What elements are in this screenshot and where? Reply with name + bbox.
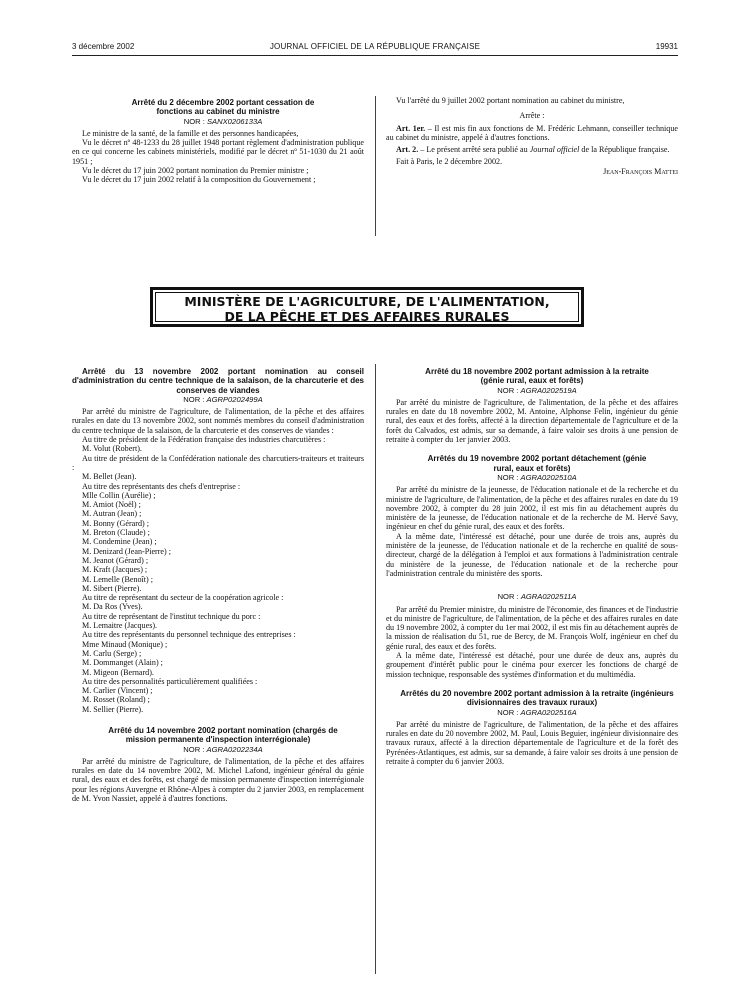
paragraph: Vu le décret nº 48-1233 du 28 juillet 1948 portant règlement d'administration publique en ce qui concerne les cabinets ministériels, modifié par le décret nº 51-1030 du 21 août 1951 ;: [72, 138, 364, 166]
paragraph: A la même date, l'intéressé est détaché, pour une durée de trois ans, auprès du ministère de la jeunesse, de l'éducation nationale et de la recherche en qualité de sous-directeur, chargé de la délégation à l'emploi et aux formations à l'administration centrale du ministère de la jeunesse, de l'éducation nationale et de la recherche pour l'administration centrale du ministère des sports.: [386, 531, 678, 578]
member-line: M. Denizard (Jean-Pierre) ;: [82, 546, 171, 556]
nor-reference: [386, 386, 678, 395]
article-title: Arrêté du 14 novembre 2002 portant nomination (chargés de mission permanente d'inspection interrégionale): [108, 725, 338, 745]
nor-code: AGRP0202499A: [206, 394, 263, 404]
member-line: M. Carlier (Vincent) ;: [82, 686, 153, 696]
article-title: Arrêtés du 19 novembre 2002 portant détachement (génie rural, eaux et forêts): [427, 454, 647, 473]
member-line: M. Condemine (Jean) ;: [82, 537, 157, 547]
nor-reference: [386, 708, 678, 717]
signature: Jean-François Mattei: [603, 166, 678, 176]
paragraph: Vu l'arrêté du 9 juillet 2002 portant nomination au cabinet du ministre,: [396, 96, 625, 105]
paragraph: Par arrêté du ministre de l'agriculture, de l'alimentation, de la pêche et des affaires rurales en date du 13 novembre 2002, sont nommés membres du conseil d'administration du centre technique de la salaison, de la charcuterie et des conserves de viandes :: [72, 407, 364, 435]
nor-reference: [386, 473, 678, 482]
member-line: M. Migeon (Bernard).: [82, 667, 154, 677]
paragraph: Au titre de président de la Confédération nationale des charcutiers-traiteurs et traiteurs :: [72, 453, 364, 472]
nor-reference: [72, 745, 364, 754]
member-line: M. Bellet (Jean).: [82, 472, 137, 482]
ministry-line-1: MINISTÈRE DE L'AGRICULTURE, DE L'ALIMENTATION,: [184, 294, 550, 309]
top-left-column: [72, 98, 364, 185]
nor-code: AGRA0202519A: [520, 385, 577, 395]
member-line: M. Sibert (Pierre).: [82, 583, 142, 593]
journal-officiel-italic: Journal officiel: [529, 145, 580, 155]
member-line: M. Lemelle (Benoît) ;: [82, 574, 154, 584]
article-title: Arrêté du 2 décembre 2002 portant cessation de fonctions au cabinet du ministre: [131, 98, 315, 117]
paragraph: Au titre des représentants du personnel technique des entreprises :: [82, 630, 296, 640]
paragraph: Au titre des représentants des chefs d'entreprise :: [82, 481, 241, 491]
top-right-column: [386, 96, 678, 176]
journal-title: JOURNAL OFFICIEL DE LA RÉPUBLIQUE FRANÇAISE: [269, 42, 481, 51]
member-line: M. Kraft (Jacques) ;: [82, 565, 148, 575]
nor-code: AGRA0202511A: [520, 592, 577, 602]
article-2: [386, 145, 678, 154]
nor-code: SANX0206133A: [206, 116, 263, 126]
page-number: 19931: [655, 42, 678, 51]
paragraph: Au titre de représentant du secteur de la coopération agricole :: [82, 593, 284, 603]
member-line: M. Carlu (Serge) ;: [82, 648, 142, 658]
nor-reference: [386, 592, 678, 601]
left-column: [72, 367, 364, 803]
header-rule: [72, 55, 678, 56]
paragraph: A la même date, l'intéressé est détaché, pour une durée de deux ans, auprès du groupement d'intérêt public pour le cinéma pour exercer les fonctions de chargé de mission technique, responsable des systèmes d'information et du multimédia.: [386, 651, 678, 679]
paragraph: Vu le décret du 17 juin 2002 portant nomination du Premier ministre ;: [82, 166, 309, 176]
nor-prefix: NOR :: [497, 472, 519, 482]
paragraph: Au titre des personnalités particulièrement qualifiées :: [82, 676, 258, 686]
article-1: [386, 124, 678, 143]
member-line: Mlle Collin (Aurélie) ;: [82, 490, 156, 500]
member-line: Mme Minaud (Monique) ;: [82, 639, 168, 649]
nor-code: AGRA0202234A: [206, 744, 263, 754]
nor-prefix: NOR :: [497, 707, 519, 717]
nor-prefix: NOR :: [183, 394, 205, 404]
article-2-text: – Le présent arrêté sera publié au: [418, 145, 530, 155]
member-line: M. Da Ros (Yves).: [82, 602, 143, 612]
arrete-label: Arrête :: [519, 111, 545, 121]
paragraph: Par arrêté du ministre de l'agriculture, de l'alimentation, de la pêche et des affaires rurales en date du 20 novembre 2002, M. Paul, Louis Beguier, ingénieur divisionnaire des travaux ruraux, affecté à la direction départementale de l'agriculture et de la forêt des Pyrénées-Atlantiques, est admis, sur sa demande, à faire valoir ses droits à une pension de retraite à compter du 6 janvier 2003.: [386, 719, 678, 766]
member-line: M. Rosset (Roland) ;: [82, 695, 150, 705]
article-1-text: – Il est mis fin aux fonctions de M. Frédéric Lehmann, conseiller technique au cabinet du ministre, appelé à d'autres fonctions.: [386, 123, 678, 142]
running-head: [72, 42, 678, 56]
member-line: M. Jeanot (Gérard) ;: [82, 555, 149, 565]
member-line: M. Breton (Claude) ;: [82, 528, 150, 538]
paragraph: Vu le décret du 17 juin 2002 relatif à la composition du Gouvernement ;: [82, 175, 316, 185]
header-date: 3 décembre 2002: [72, 42, 135, 51]
place-date: Fait à Paris, le 2 décembre 2002.: [396, 157, 503, 167]
member-line: M. Volut (Robert).: [82, 444, 142, 454]
member-line: M. Autran (Jean) ;: [82, 509, 142, 519]
paragraph: Par arrêté du Premier ministre, du ministre de l'économie, des finances et de l'industrie et du ministre de l'agriculture, de l'alimentation, de la pêche et des affaires rurales en date du 19 novembre 2002, à compter du 1er mai 2002, il est mis fin au détachement auprès de la mission de réalisation du 51, rue de Bercy, de M. François Wolf, ingénieur en chef du génie rural, des eaux et des forêts.: [386, 604, 678, 651]
article-title: Arrêté du 18 novembre 2002 portant admission à la retraite (génie rural, eaux et forêts): [425, 367, 649, 386]
paragraph: Par arrêté du ministre de la jeunesse, de l'éducation nationale et de la recherche et du ministre de l'agriculture, de l'alimentation, de la pêche et des affaires rurales en date du 19 novembre 2002, à compter du 28 juin 2002, il est mis fin au détachement auprès du ministère de la jeunesse, de l'éducation nationale et de la recherche de M. Hervé Savy, ingénieur en chef du génie rural, des eaux et des forêts.: [386, 485, 678, 532]
member-line: M. Dommanget (Alain) ;: [82, 658, 163, 668]
member-line: M. Lemaitre (Jacques).: [82, 621, 158, 631]
nor-prefix: NOR :: [183, 744, 205, 754]
paragraph: Par arrêté du ministre de l'agriculture, de l'alimentation, de la pêche et des affaires rurales en date du 18 novembre 2002, M. Antoine, Alphonse Felin, ingénieur du génie rural, des eaux et des forêts, affecté à la direction départementale de l'agriculture et de la forêt du Calvados, est admis, sur sa demande, à faire valoir ses droits à une pension de retraite à compter du 1er janvier 2003.: [386, 397, 678, 445]
nor-prefix: NOR :: [183, 116, 205, 126]
article-title: Arrêté du 13 novembre 2002 portant nomination au conseil d'administration du centre technique de la salaison, de la charcuterie et des conserves de viandes: [72, 367, 364, 395]
ministry-line-2: DE LA PÊCHE ET DES AFFAIRES RURALES: [224, 309, 510, 324]
paragraph: Par arrêté du ministre de l'agriculture, de l'alimentation, de la pêche et des affaires rurales en date du 14 novembre 2002, M. Michel Lafond, ingénieur général du génie rural, des eaux et des forêts, est chargé de mission permanente d'inspection interrégionale pour les régions Auvergne et Rhône-Alpes à compter du 2 janvier 2003, en remplacement de M. Yvon Nassiet, appelé à d'autres fonctions.: [72, 756, 364, 804]
member-line: M. Bonny (Gérard) ;: [82, 518, 149, 528]
member-line: M. Amiot (Noël) ;: [82, 500, 141, 510]
paragraph: Le ministre de la santé, de la famille et des personnes handicapées,: [82, 128, 299, 138]
member-line: M. Sellier (Pierre).: [82, 704, 144, 714]
paragraph: Au titre de représentant de l'institut technique du porc :: [82, 611, 261, 621]
nor-reference: [72, 395, 364, 404]
nor-prefix: NOR :: [497, 385, 519, 395]
nor-code: AGRA0202510A: [520, 472, 577, 482]
nor-code: AGRA0202516A: [520, 707, 577, 717]
column-divider-top: [375, 96, 376, 236]
article-2-label: Art. 2.: [396, 145, 419, 155]
right-column: [386, 367, 678, 766]
ministry-heading-box: [150, 287, 584, 327]
column-divider-main: [375, 364, 376, 974]
nor-reference: [72, 117, 364, 126]
article-1-label: Art. 1er.: [396, 123, 426, 133]
paragraph: Au titre de président de la Fédération française des industries charcutières :: [82, 435, 326, 445]
article-title: Arrêtés du 20 novembre 2002 portant admission à la retraite (ingénieurs divisionnaires des travaux ruraux): [400, 688, 674, 708]
nor-prefix: NOR :: [497, 592, 519, 602]
article-2-text-end: de la République française.: [579, 145, 670, 155]
